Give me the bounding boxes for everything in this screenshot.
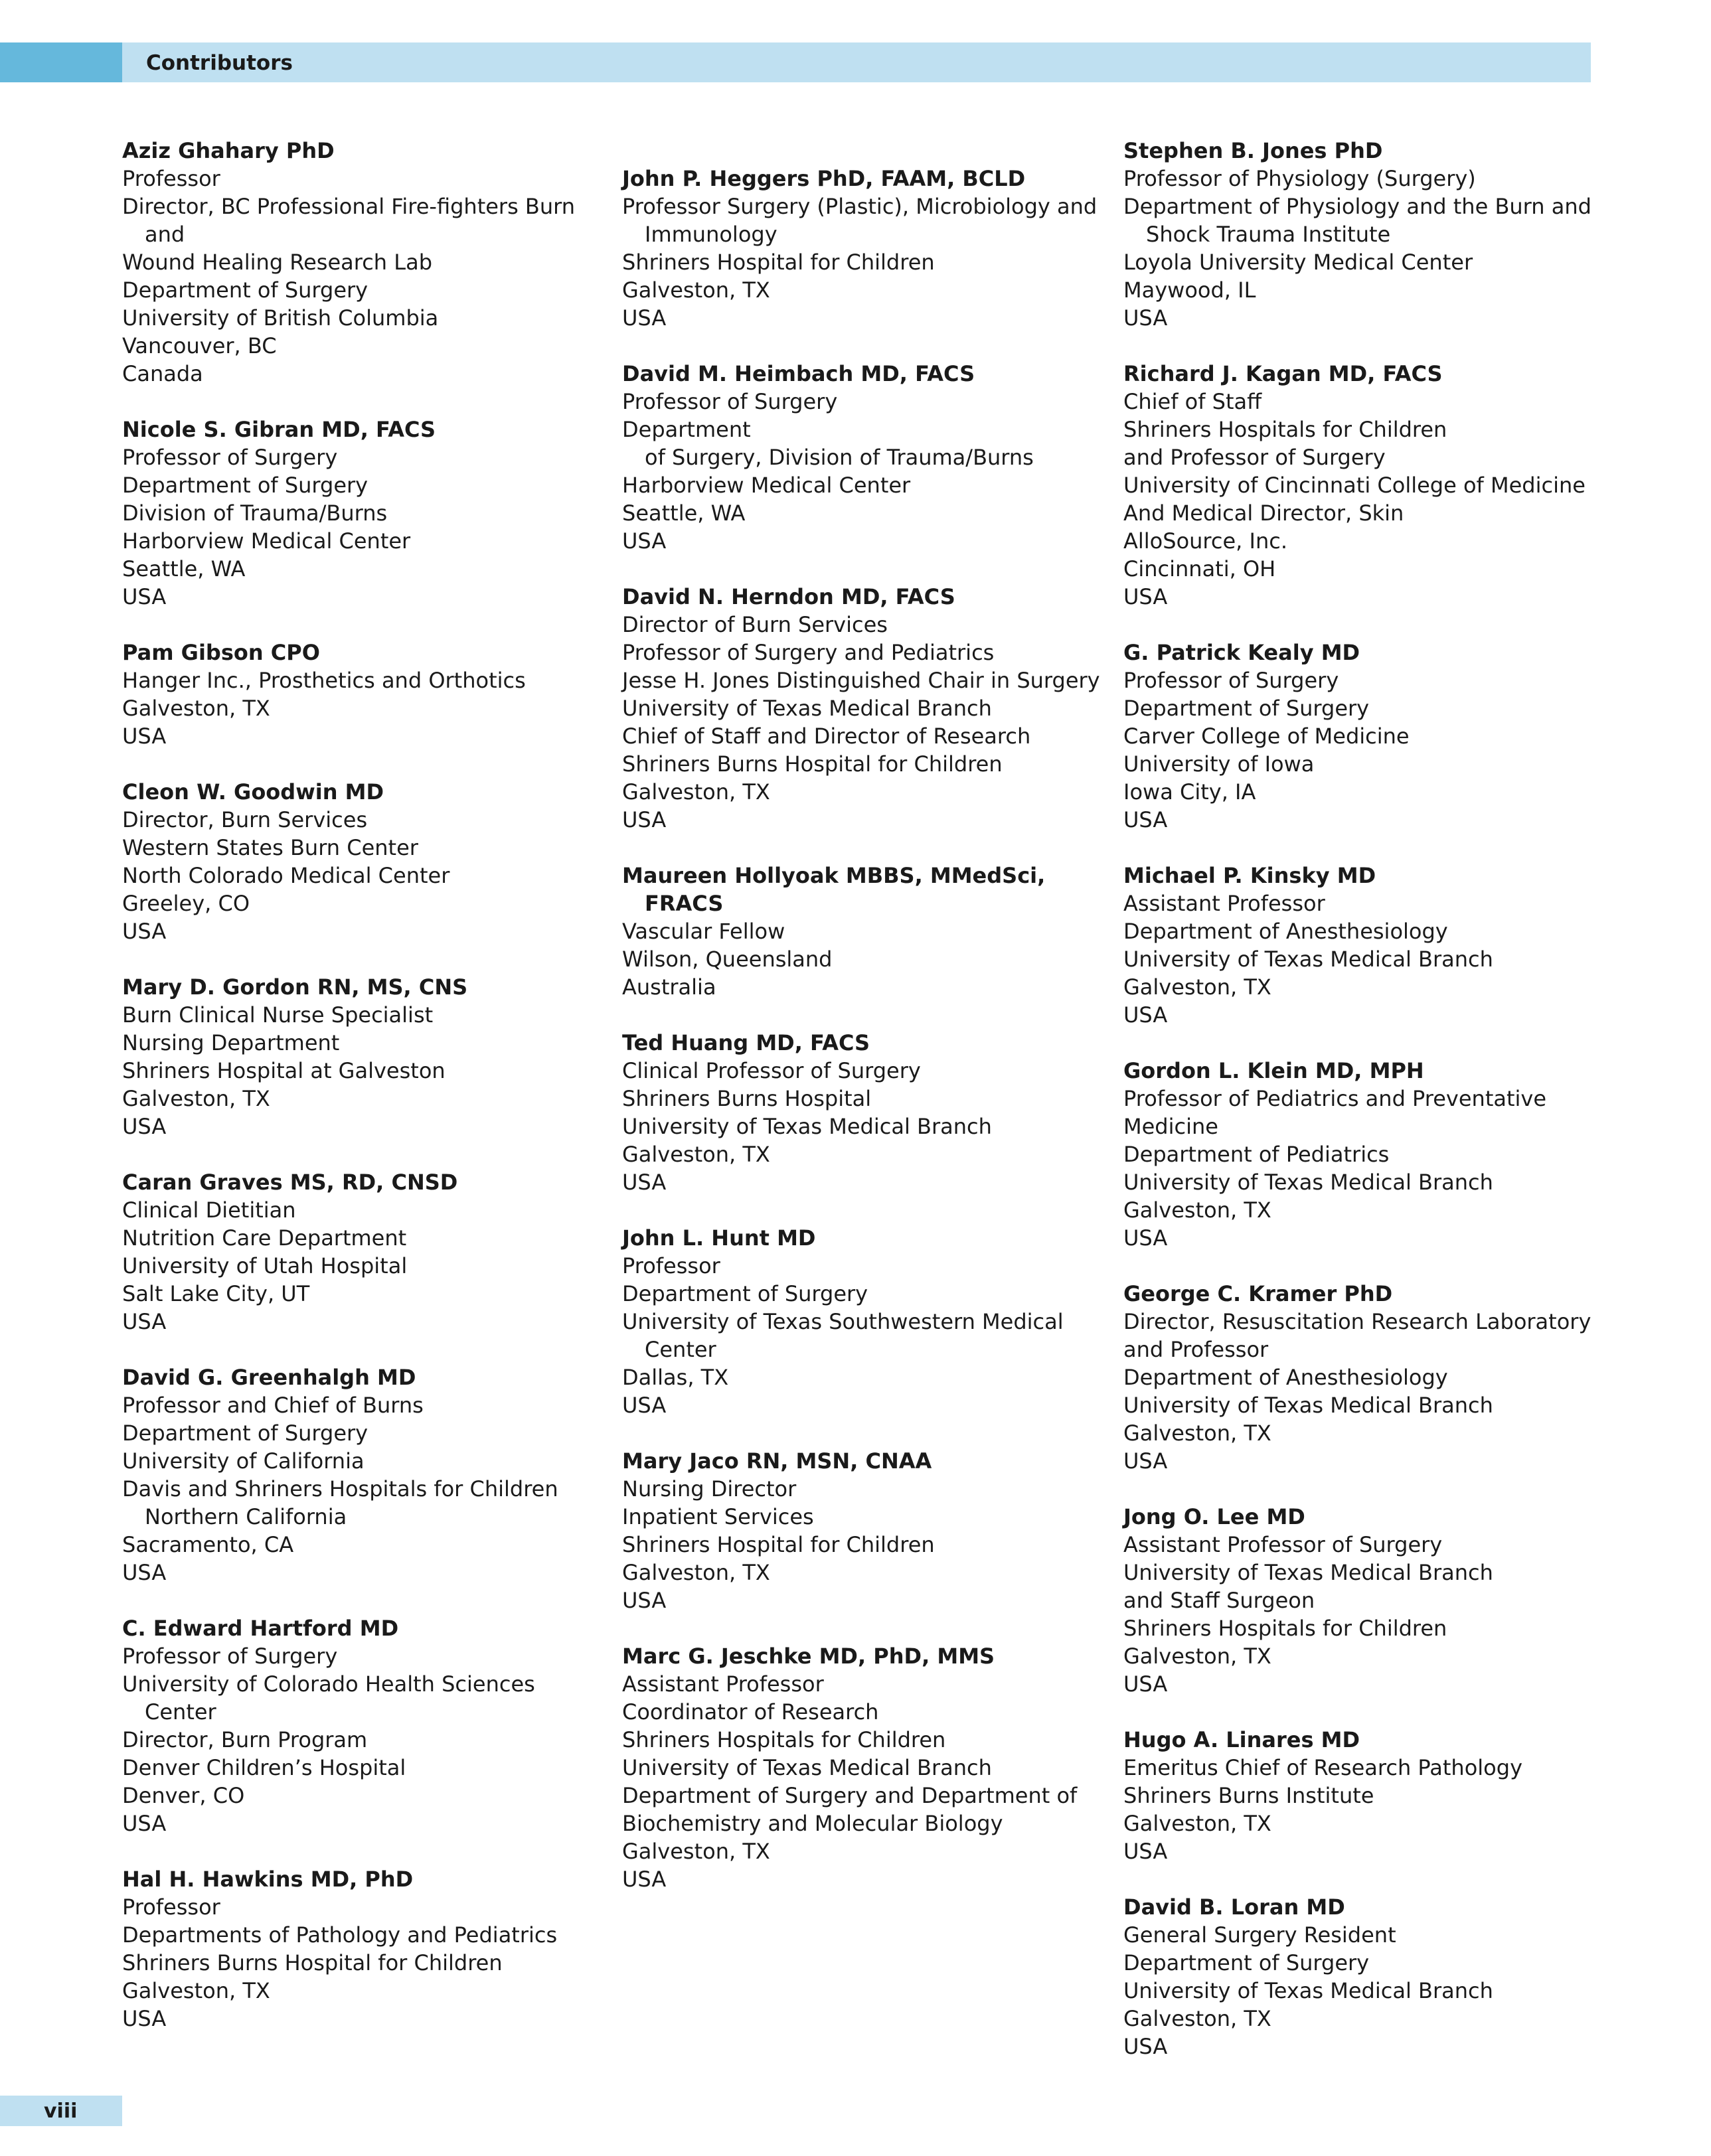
contributor-affiliation-line: and xyxy=(145,222,185,247)
contributor-affiliation-line: Vancouver, BC xyxy=(122,333,277,358)
contributor-entry xyxy=(122,416,574,611)
contributor-entry xyxy=(1123,1726,1615,1865)
contributor-affiliation-line: University of Texas Medical Branch xyxy=(622,696,992,721)
page-number: viii xyxy=(44,2100,78,2123)
contributor-entry xyxy=(1123,137,1615,332)
contributor-affiliation-line: Department of Physiology and the Burn and xyxy=(1123,194,1591,219)
contributor-affiliation-line: USA xyxy=(622,1393,667,1418)
contributor-affiliation-line: Davis and Shriners Hospitals for Children xyxy=(122,1476,558,1502)
contributor-affiliation-line: USA xyxy=(1123,1671,1168,1697)
contributor-affiliation-line: Division of Trauma/Burns xyxy=(122,501,388,526)
contributor-affiliation-line: University of Iowa xyxy=(1123,751,1315,777)
contributor-affiliation-line: USA xyxy=(622,1588,667,1613)
contributor-affiliation-line: University of Texas Medical Branch xyxy=(622,1114,992,1139)
contributor-entry xyxy=(622,1447,1100,1614)
contributor-affiliation-line: Vascular Fellow xyxy=(622,919,785,944)
contributor-affiliation-line: Galveston, TX xyxy=(622,1839,770,1864)
contributor-affiliation-line: Jesse H. Jones Distinguished Chair in Surgery xyxy=(622,668,1100,693)
contributor-affiliation-line: Shriners Burns Institute xyxy=(1123,1783,1374,1808)
contributor-entry xyxy=(622,360,1100,555)
contributor-affiliation-line: North Colorado Medical Center xyxy=(122,863,450,888)
contributor-entry xyxy=(622,165,1100,332)
contributor-affiliation-line: and Professor xyxy=(1123,1337,1269,1362)
contributor-affiliation-line: USA xyxy=(1123,807,1168,832)
contributor-affiliation-line: USA xyxy=(622,1170,667,1195)
contributor-name: John P. Heggers PhD, FAAM, BCLD xyxy=(622,166,1026,191)
contributor-affiliation-line: Center xyxy=(645,1337,716,1362)
contributor-affiliation-line: Galveston, TX xyxy=(1123,2006,1271,2031)
contributor-affiliation-line: Galveston, TX xyxy=(1123,974,1271,1000)
contributor-name: Ted Huang MD, FACS xyxy=(622,1030,870,1055)
contributor-affiliation-line: Chief of Staff xyxy=(1123,389,1262,414)
contributor-affiliation-line: Galveston, TX xyxy=(1123,1644,1271,1669)
page-title: Contributors xyxy=(146,51,293,75)
contributor-affiliation-line: Professor xyxy=(622,1253,720,1278)
contributor-name: Pam Gibson CPO xyxy=(122,640,320,665)
contributor-affiliation-line: Greeley, CO xyxy=(122,891,250,916)
contributor-affiliation-line: University of Cincinnati College of Medicine xyxy=(1123,473,1586,498)
contributor-affiliation-line: of Surgery, Division of Trauma/Burns xyxy=(645,445,1034,470)
contributor-affiliation-line: Department of Surgery xyxy=(122,1421,368,1446)
contributor-name: Jong O. Lee MD xyxy=(1123,1504,1305,1529)
header-accent-tab xyxy=(0,42,122,82)
contributor-affiliation-line: Director, Resuscitation Research Laboratory xyxy=(1123,1309,1591,1334)
contributor-affiliation-line: General Surgery Resident xyxy=(1123,1922,1396,1948)
contributor-name: G. Patrick Kealy MD xyxy=(1123,640,1360,665)
contributor-affiliation-line: USA xyxy=(1123,2034,1168,2059)
contributor-name: David N. Herndon MD, FACS xyxy=(622,584,955,609)
contributor-affiliation-line: University of Texas Medical Branch xyxy=(1123,1560,1493,1585)
contributor-name: Hugo A. Linares MD xyxy=(1123,1727,1360,1752)
contributor-affiliation-line: Galveston, TX xyxy=(622,1560,770,1585)
contributor-affiliation-line: University of Utah Hospital xyxy=(122,1253,408,1278)
contributor-affiliation-line: USA xyxy=(122,1560,167,1585)
contributor-affiliation-line: Professor of Surgery and Pediatrics xyxy=(622,640,995,665)
contributor-entry xyxy=(1123,1280,1615,1475)
contributors-column-3 xyxy=(1123,137,1615,2088)
contributor-affiliation-line: USA xyxy=(1123,1448,1168,1474)
contributor-name: Marc G. Jeschke MD, PhD, MMS xyxy=(622,1644,995,1669)
contributor-affiliation-line: Coordinator of Research xyxy=(622,1699,879,1725)
contributor-affiliation-line: Professor of Surgery xyxy=(122,445,338,470)
contributor-entry xyxy=(1123,360,1615,611)
contributor-affiliation-line: Clinical Dietitian xyxy=(122,1197,296,1223)
contributors-column-2 xyxy=(622,137,1100,1921)
contributor-affiliation-line: University of Texas Medical Branch xyxy=(1123,1978,1493,2003)
contributor-affiliation-line: Shriners Hospital for Children xyxy=(622,1532,935,1557)
contributor-affiliation-line: Professor of Pediatrics and Preventative xyxy=(1123,1086,1547,1111)
contributor-name: Maureen Hollyoak MBBS, MMedSci, xyxy=(622,863,1046,888)
contributor-affiliation-line: USA xyxy=(122,1811,167,1836)
contributor-name: Michael P. Kinsky MD xyxy=(1123,863,1376,888)
contributor-affiliation-line: Professor of Surgery xyxy=(622,389,838,414)
contributor-affiliation-line: Galveston, TX xyxy=(1123,1811,1271,1836)
contributor-affiliation-line: Department xyxy=(622,417,751,442)
contributor-affiliation-line: Hanger Inc., Prosthetics and Orthotics xyxy=(122,668,526,693)
contributor-affiliation-line: Assistant Professor of Surgery xyxy=(1123,1532,1443,1557)
contributor-affiliation-line: Harborview Medical Center xyxy=(622,473,911,498)
header-bar xyxy=(0,42,1591,82)
contributor-entry xyxy=(622,1029,1100,1196)
contributor-affiliation-line: University of California xyxy=(122,1448,365,1474)
contributor-affiliation-line: Iowa City, IA xyxy=(1123,779,1256,805)
contributor-affiliation-line: Shriners Burns Hospital xyxy=(622,1086,872,1111)
contributor-affiliation-line: Clinical Professor of Surgery xyxy=(622,1058,921,1083)
contributor-affiliation-line: University of Texas Medical Branch xyxy=(1123,1393,1493,1418)
contributor-affiliation-line: Wilson, Queensland xyxy=(622,947,833,972)
contributor-name-continued: FRACS xyxy=(645,891,724,916)
contributor-entry xyxy=(622,1224,1100,1419)
contributor-affiliation-line: Carver College of Medicine xyxy=(1123,724,1410,749)
contributor-affiliation-line: Professor xyxy=(122,1894,220,1920)
contributor-affiliation-line: Professor of Surgery xyxy=(1123,668,1339,693)
contributor-affiliation-line: Dallas, TX xyxy=(622,1365,729,1390)
contributor-entry xyxy=(122,1614,574,1837)
contributor-affiliation-line: Center xyxy=(145,1699,216,1725)
contributor-affiliation-line: USA xyxy=(1123,1002,1168,1028)
contributor-affiliation-line: USA xyxy=(122,584,167,609)
contributor-name: Gordon L. Klein MD, MPH xyxy=(1123,1058,1424,1083)
contributor-affiliation-line: Shock Trauma Institute xyxy=(1146,222,1391,247)
contributor-affiliation-line: Seattle, WA xyxy=(622,501,746,526)
contributor-affiliation-line: USA xyxy=(622,305,667,331)
contributor-affiliation-line: Loyola University Medical Center xyxy=(1123,250,1473,275)
contributor-affiliation-line: Canada xyxy=(122,361,203,386)
contributor-name: George C. Kramer PhD xyxy=(1123,1281,1393,1306)
contributor-affiliation-line: Biochemistry and Molecular Biology xyxy=(622,1811,1003,1836)
contributor-entry xyxy=(622,583,1100,834)
contributor-name: Richard J. Kagan MD, FACS xyxy=(1123,361,1443,386)
contributor-affiliation-line: Shriners Hospitals for Children xyxy=(1123,1616,1447,1641)
contributor-entry xyxy=(122,778,574,945)
contributor-affiliation-line: Department of Surgery xyxy=(122,473,368,498)
contributor-affiliation-line: and Professor of Surgery xyxy=(1123,445,1386,470)
contributor-affiliation-line: Denver Children’s Hospital xyxy=(122,1755,406,1780)
contributor-entry xyxy=(122,1168,574,1336)
contributor-affiliation-line: USA xyxy=(1123,1225,1168,1251)
contributor-entry xyxy=(622,862,1100,1001)
contributor-affiliation-line: Shriners Hospital at Galveston xyxy=(122,1058,446,1083)
contributor-affiliation-line: Department of Surgery xyxy=(1123,696,1370,721)
contributor-affiliation-line: Maywood, IL xyxy=(1123,277,1256,303)
contributor-affiliation-line: Medicine xyxy=(1123,1114,1218,1139)
contributor-entry xyxy=(1123,1503,1615,1698)
contributor-affiliation-line: Emeritus Chief of Research Pathology xyxy=(1123,1755,1522,1780)
contributor-affiliation-line: Professor and Chief of Burns xyxy=(122,1393,424,1418)
contributor-entry xyxy=(122,973,574,1140)
contributor-affiliation-line: USA xyxy=(122,919,167,944)
contributor-affiliation-line: Department of Surgery xyxy=(1123,1950,1370,1975)
contributor-affiliation-line: Galveston, TX xyxy=(122,1086,270,1111)
contributor-affiliation-line: Galveston, TX xyxy=(122,1978,270,2003)
contributor-affiliation-line: USA xyxy=(122,1309,167,1334)
contributor-name: C. Edward Hartford MD xyxy=(122,1616,399,1641)
contributor-affiliation-line: Professor Surgery (Plastic), Microbiology and xyxy=(622,194,1098,219)
contributor-name: Stephen B. Jones PhD xyxy=(1123,138,1383,163)
contributor-entry xyxy=(122,137,574,388)
footer-bar xyxy=(0,2096,122,2126)
contributor-affiliation-line: USA xyxy=(122,2006,167,2031)
contributor-affiliation-line: Shriners Burns Hospital for Children xyxy=(622,751,1003,777)
contributor-name: Aziz Ghahary PhD xyxy=(122,138,335,163)
contributor-affiliation-line: Wound Healing Research Lab xyxy=(122,250,432,275)
contributor-affiliation-line: Department of Anesthesiology xyxy=(1123,1365,1448,1390)
contributor-affiliation-line: Western States Burn Center xyxy=(122,835,418,860)
contributor-affiliation-line: Department of Anesthesiology xyxy=(1123,919,1448,944)
contributor-affiliation-line: Chief of Staff and Director of Research xyxy=(622,724,1031,749)
contributor-affiliation-line: University of British Columbia xyxy=(122,305,439,331)
contributor-entry xyxy=(622,1642,1100,1893)
contributor-name: David B. Loran MD xyxy=(1123,1894,1345,1920)
contributor-affiliation-line: Professor xyxy=(122,166,220,191)
contributor-affiliation-line: Galveston, TX xyxy=(1123,1421,1271,1446)
contributor-name: Mary Jaco RN, MSN, CNAA xyxy=(622,1448,932,1474)
contributor-name: Mary D. Gordon RN, MS, CNS xyxy=(122,974,468,1000)
contributor-affiliation-line: USA xyxy=(622,807,667,832)
contributor-affiliation-line: USA xyxy=(1123,584,1168,609)
contributor-affiliation-line: Director, BC Professional Fire-fighters Burn xyxy=(122,194,576,219)
contributor-affiliation-line: Inpatient Services xyxy=(622,1504,814,1529)
contributor-affiliation-line: Nursing Department xyxy=(122,1030,340,1055)
contributor-affiliation-line: Burn Clinical Nurse Specialist xyxy=(122,1002,434,1028)
contributor-entry xyxy=(122,1363,574,1586)
contributor-affiliation-line: Assistant Professor xyxy=(1123,891,1325,916)
contributor-name: John L. Hunt MD xyxy=(622,1225,816,1251)
contributor-affiliation-line: University of Texas Medical Branch xyxy=(1123,1170,1493,1195)
contributor-name: David M. Heimbach MD, FACS xyxy=(622,361,975,386)
contributor-affiliation-line: Department of Pediatrics xyxy=(1123,1142,1390,1167)
contributor-affiliation-line: USA xyxy=(622,1867,667,1892)
contributor-affiliation-line: USA xyxy=(1123,305,1168,331)
contributor-affiliation-line: Departments of Pathology and Pediatrics xyxy=(122,1922,558,1948)
contributor-entry xyxy=(122,639,574,750)
contributor-affiliation-line: Northern California xyxy=(145,1504,347,1529)
contributor-affiliation-line: and Staff Surgeon xyxy=(1123,1588,1315,1613)
contributor-affiliation-line: Denver, CO xyxy=(122,1783,245,1808)
contributor-affiliation-line: Harborview Medical Center xyxy=(122,528,411,554)
contributor-affiliation-line: Department of Surgery xyxy=(622,1281,868,1306)
contributor-affiliation-line: Nutrition Care Department xyxy=(122,1225,407,1251)
contributor-affiliation-line: Nursing Director xyxy=(622,1476,797,1502)
contributor-affiliation-line: Galveston, TX xyxy=(622,1142,770,1167)
contributor-affiliation-line: Shriners Hospitals for Children xyxy=(622,1727,946,1752)
contributor-affiliation-line: USA xyxy=(122,1114,167,1139)
contributor-affiliation-line: Director, Burn Program xyxy=(122,1727,368,1752)
contributor-affiliation-line: Department of Surgery xyxy=(122,277,368,303)
contributor-affiliation-line: Professor of Physiology (Surgery) xyxy=(1123,166,1476,191)
contributor-affiliation-line: Professor of Surgery xyxy=(122,1644,338,1669)
contributor-affiliation-line: University of Colorado Health Sciences xyxy=(122,1671,535,1697)
contributor-name: Caran Graves MS, RD, CNSD xyxy=(122,1170,458,1195)
contributor-entry xyxy=(1123,1893,1615,2060)
contributor-affiliation-line: Galveston, TX xyxy=(622,277,770,303)
contributor-affiliation-line: Galveston, TX xyxy=(622,779,770,805)
contributor-affiliation-line: Shriners Hospital for Children xyxy=(622,250,935,275)
contributor-affiliation-line: Assistant Professor xyxy=(622,1671,824,1697)
contributor-affiliation-line: Shriners Hospitals for Children xyxy=(1123,417,1447,442)
contributors-column-1 xyxy=(122,137,574,2060)
contributor-affiliation-line: USA xyxy=(622,528,667,554)
contributor-affiliation-line: University of Texas Medical Branch xyxy=(622,1755,992,1780)
contributor-affiliation-line: Immunology xyxy=(645,222,777,247)
contributor-name: Hal H. Hawkins MD, PhD xyxy=(122,1867,414,1892)
contributor-affiliation-line: USA xyxy=(1123,1839,1168,1864)
contributor-affiliation-line: University of Texas Southwestern Medical xyxy=(622,1309,1064,1334)
contributor-affiliation-line: USA xyxy=(122,724,167,749)
contributor-affiliation-line: University of Texas Medical Branch xyxy=(1123,947,1493,972)
contributor-affiliation-line: Salt Lake City, UT xyxy=(122,1281,310,1306)
contributor-affiliation-line: And Medical Director, Skin xyxy=(1123,501,1404,526)
contributor-affiliation-line: Galveston, TX xyxy=(122,696,270,721)
contributor-affiliation-line: Galveston, TX xyxy=(1123,1197,1271,1223)
contributor-affiliation-line: Seattle, WA xyxy=(122,556,246,581)
contributor-affiliation-line: Director of Burn Services xyxy=(622,612,888,637)
contributor-affiliation-line: Cincinnati, OH xyxy=(1123,556,1276,581)
contributor-affiliation-line: Director, Burn Services xyxy=(122,807,368,832)
contributor-entry xyxy=(122,1865,574,2033)
contributor-name: Nicole S. Gibran MD, FACS xyxy=(122,417,436,442)
contributor-name: David G. Greenhalgh MD xyxy=(122,1365,416,1390)
contributor-entry xyxy=(1123,862,1615,1029)
contributor-affiliation-line: Department of Surgery and Department of xyxy=(622,1783,1078,1808)
contributor-affiliation-line: Australia xyxy=(622,974,716,1000)
contributor-entry xyxy=(1123,1057,1615,1252)
contributor-affiliation-line: Sacramento, CA xyxy=(122,1532,294,1557)
contributor-entry xyxy=(1123,639,1615,834)
contributor-affiliation-line: AlloSource, Inc. xyxy=(1123,528,1287,554)
contributor-name: Cleon W. Goodwin MD xyxy=(122,779,384,805)
contributor-affiliation-line: Shriners Burns Hospital for Children xyxy=(122,1950,503,1975)
